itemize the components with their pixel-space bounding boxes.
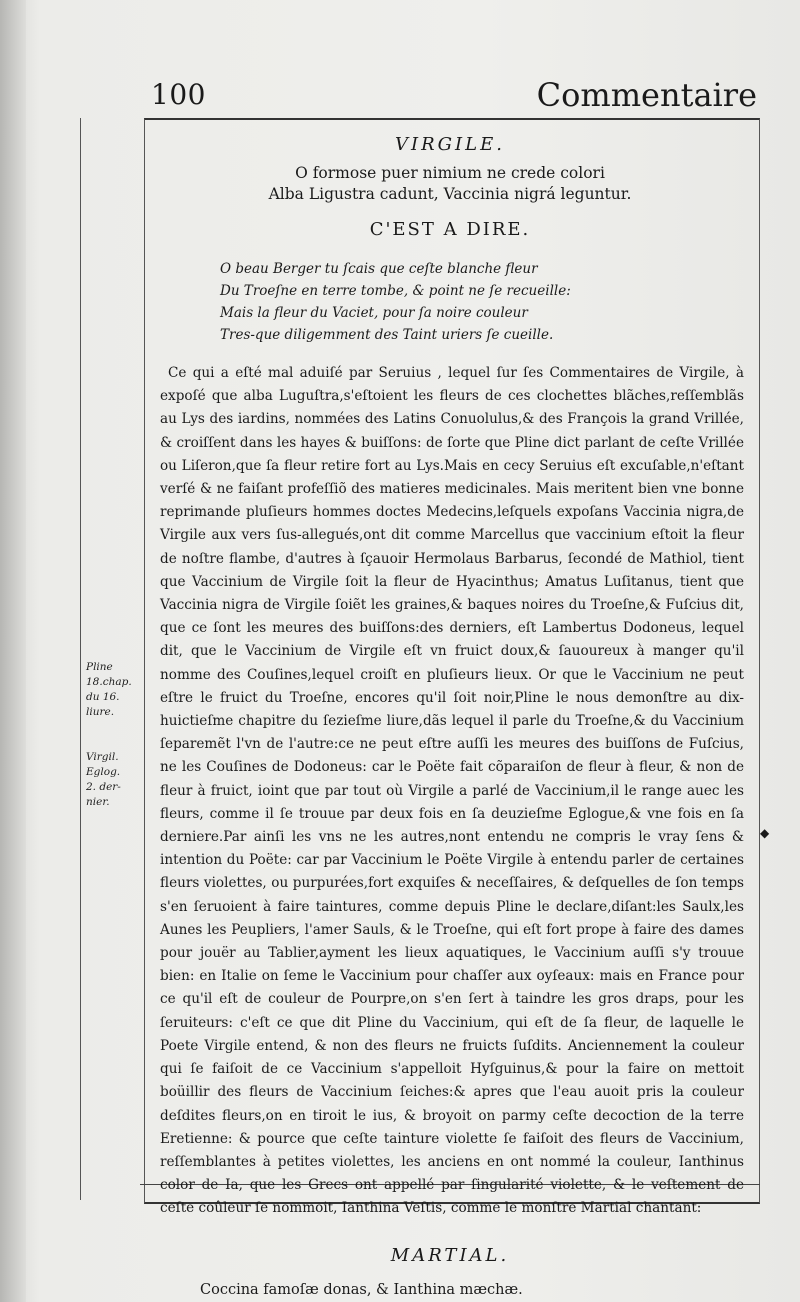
latin-verse xyxy=(150,163,750,205)
verse-line: O beau Berger tu ſcais que ceſte blanche fleur xyxy=(220,261,538,277)
gutter-shadow xyxy=(0,0,26,1302)
margin-note-line: Pline xyxy=(86,661,113,673)
margin-note-line: liure. xyxy=(86,706,115,718)
margin-note-line: Virgil. xyxy=(86,751,119,763)
verse-line: Tres-que diligemment des Taint uriers ſe cueille. xyxy=(220,327,554,343)
verse-line: Alba Ligustra cadunt, Vaccinia nigrá leguntur. xyxy=(268,185,632,203)
running-title: Commentaire xyxy=(536,76,757,114)
cest-a-dire-heading: C'EST A DIRE. xyxy=(369,219,531,240)
margin-note-virgil xyxy=(86,750,130,810)
page-content xyxy=(150,126,750,1298)
verse-line: Mais la fleur du Vaciet, pour ſa noire couleur xyxy=(220,305,528,321)
margin-rule xyxy=(80,118,81,1200)
verse-line: Du Troeſne en terre tombe, & point ne ſe recueille: xyxy=(220,283,571,299)
margin-note-line: Eglog. xyxy=(86,766,121,778)
margin-note-line: 18.chap. xyxy=(86,676,132,688)
french-verse xyxy=(150,258,750,346)
margin-note-line: 2. der- xyxy=(86,781,121,793)
commentary-paragraph: Ce qui a eſté mal aduiſé par Seruius , lequel ſur ſes Commentaires de Virgile, à expoſé que alba Luguſtra,s'eſtoient les fleurs de ces clochettes blãches,reſſemblãs au Lys des iardins, nommées des Latins Conuolulus,& des François la grand Vrillée, & croiſſent dans les hayes & buiſſons: de ſorte que Pline dict parlant de ceſte Vrillée ou Liſeron,que ſa fleur retire fort au Lys.Mais en cecy Seruius eſt excuſable,n'eſtant verſé & ne faiſant profeſſiõ des matieres medicinales. Mais meritent bien vne bonne reprimande pluſieurs hommes doctes Medecins,leſquels expoſans Vaccinia nigra,de Virgile aux vers ſus-allegués,ont dit comme Marcellus que vaccinium eſtoit la fleur de noſtre flambe, d'autres à ſçauoir Hermolaus Barbarus, ſecondé de Mathiol, tient que Vaccinium de Virgile ſoit la fleur de Hyacinthus; Amatus Luſitanus, tient que Vaccinia nigra de Virgile ſoiẽt les graines,& baques noires du Troeſne,& Fuſcius dit, que ce ſont les meures des buiſſons:des derniers, eſt Lambertus Dodoneus, lequel dit, que le Vaccinium de Virgile eſt vn fruict doux,& ſauoureux à manger qu'il nomme des Couſines,lequel croiſt en pluſieurs lieux. Or que le Vaccinium ne peut eſtre le fruict du Troeſne, encores qu'il ſoit noir,Pline le nous demonſtre au dix-huictieſme chapitre du ſezieſme liure,dãs lequel il parle du Troeſne,& du Vaccinium ſeparemẽt l'vn de l'autre:ce ne peut eſtre auſſi les meures des buiſſons de Fuſcius, ne les Couſines de Dodoneus: car le Poëte fait cõparaiſon de fleur à fleur, & non de fleur à fruict, ioint que par tout où Virgile a parlé de Vaccinium,il le range auec les fleurs, comme il ſe trouue par deux fois en ſa deuzieſme Eglogue,& vne fois en ſa derniere.Par ainſi les vns ne les autres,nont entendu ne compris le vray ſens & intention du Poëte: car par Vaccinium le Poëte Virgile à entendu parler de certaines fleurs violettes, ou purpurées,fort exquiſes & neceſſaires, & deſquelles de ſon temps s'en ſeruoient à faire taintures, comme depuis Pline le declare,diſant:les Saulx,les Aunes les Peupliers, l'amer Sauls, & le Troeſne, qui eſt fort prope à faire des dames pour jouër au Tablier,ayment les lieux aquatiques, le Vaccinium auſſi s'y trouue bien: en Italie on ſeme le Vaccinium pour chaſſer aux oyſeaux: mais en France pour ce qu'il eſt de couleur de Pourpre,on s'en ſert à taindre les gros draps, pour les ſeruiteurs: c'eſt ce que dit Pline du Vaccinium, qui eſt de ſa fleur, de laquelle le Poete Virgile entend, & non des fleurs ne fruicts ſuſdits. Anciennement la couleur qui ſe faiſoit de ce Vaccinium s'appelloit Hyſguinus,& pour la faire on mettoit boüillir des fleurs de Vaccinium ſeiches:& apres que l'eau auoit pris la couleur deſdites fleurs,on en tiroit le ius, & broyoit on parmy ceſte decoction de la terre Eretienne: & pource que ceſte tainture violette ſe faiſoit des fleurs de Vaccinium, reſſemblantes à petites violettes, les anciens en ont nommé la couleur, Ianthinus color de Ia, que les Grecs ont appellé par ſingularité violette, & le veſtement de ceſte coûleur ſe nommoit, Ianthina Veſtis, comme le monſtre Martial chantant: xyxy=(160,365,744,1217)
verse-line: O formose puer nimium ne crede colori xyxy=(295,164,605,182)
margin-note-pline xyxy=(86,660,130,720)
virgile-heading: VIRGILE. xyxy=(395,134,505,155)
closing-verse: Coccina famoſæ donas, & Ianthina mæchæ. xyxy=(200,1281,523,1298)
margin-mark-icon: ◆ xyxy=(760,826,770,840)
page-number: 100 xyxy=(151,78,206,111)
page-header xyxy=(145,74,757,118)
martial-heading: MARTIAL. xyxy=(390,1244,510,1266)
commentary-body xyxy=(150,362,750,1221)
margin-note-line: nier. xyxy=(86,796,110,808)
margin-note-line: du 16. xyxy=(86,691,120,703)
